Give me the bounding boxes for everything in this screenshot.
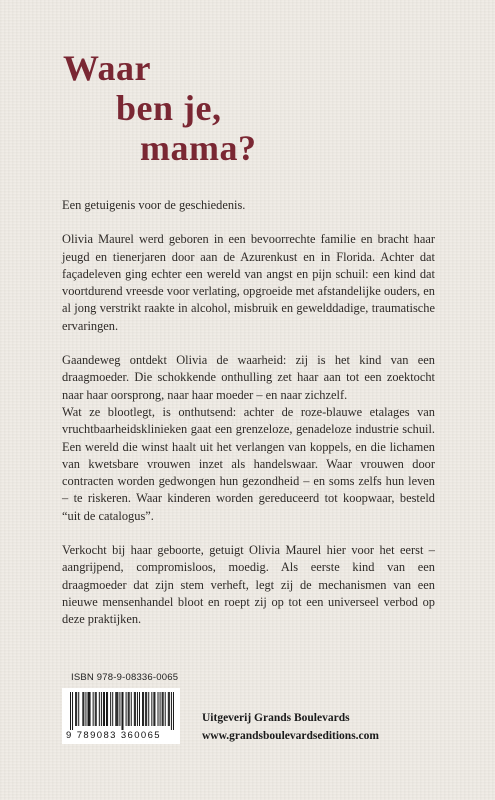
- publisher-name: Uitgeverij Grands Boulevards: [202, 712, 350, 724]
- blurb: [62, 197, 435, 629]
- blurb-paragraph-4: Verkocht bij haar geboorte, getuigt Olivia Maurel hier voor het eerst – aangrijpend, compromisloos, moedig. Als eerste kind van een draagmoeder dat zijn stem verheft, legt zij de mechanismen van een nieuwe mensenhandel bloot en roept zij op tot een universeel verbod op deze praktijken.: [62, 543, 435, 627]
- title-line-3: mama?: [140, 128, 257, 168]
- publisher-block: [202, 709, 379, 745]
- title-line-2: ben je,: [116, 88, 222, 128]
- publisher-url: www.grandsboulevardseditions.com: [202, 730, 379, 742]
- blurb-paragraph-3: Wat ze blootlegt, is onthutsend: achter de roze-blauwe etalages van vruchtbaarheidsklinieken gaat een grenzeloze, genadeloze industrie schuil. Een wereld die winst haalt uit het verlangen van koppels, en die lichamen van kwetsbare vrouwen inzet als handelswaar. Waar vrouwen door contracten worden gedwongen hun gezondheid – en soms zelfs hun leven – te riskeren. Waar kinderen worden gereduceerd tot koopwaar, besteld “uit de catalogus”.: [62, 404, 435, 523]
- blurb-paragraph-1: Olivia Maurel werd geboren in een bevoorrechte familie en bracht haar jeugd en tienerjaren door aan de Azurenkust en in Florida. Achter dat façadeleven ging echter een wereld van angst en pijn schuil: een kind dat voortdurend vreesde voor verlating, opgroeide met afstandelijke ouders, en al jong verstrikt raakte in alcohol, misbruik en gewelddadige, traumatische ervaringen.: [62, 232, 435, 333]
- title-line-1: Waar: [63, 48, 151, 88]
- barcode-bars: [70, 692, 174, 730]
- blurb-paragraph-2: Gaandeweg ontdekt Olivia de waarheid: zij is het kind van een draagmoeder. Die schokkende onthulling zet haar aan tot een zoektocht naar haar oorsprong, naar haar moeder – en naar zichzelf.: [62, 353, 435, 402]
- barcode-digits: 9 789083 360065: [66, 730, 161, 741]
- isbn-label: ISBN 978-9-08336-0065: [71, 672, 179, 683]
- blurb-tagline: Een getuigenis voor de geschiedenis.: [62, 198, 246, 212]
- barcode: [62, 688, 180, 744]
